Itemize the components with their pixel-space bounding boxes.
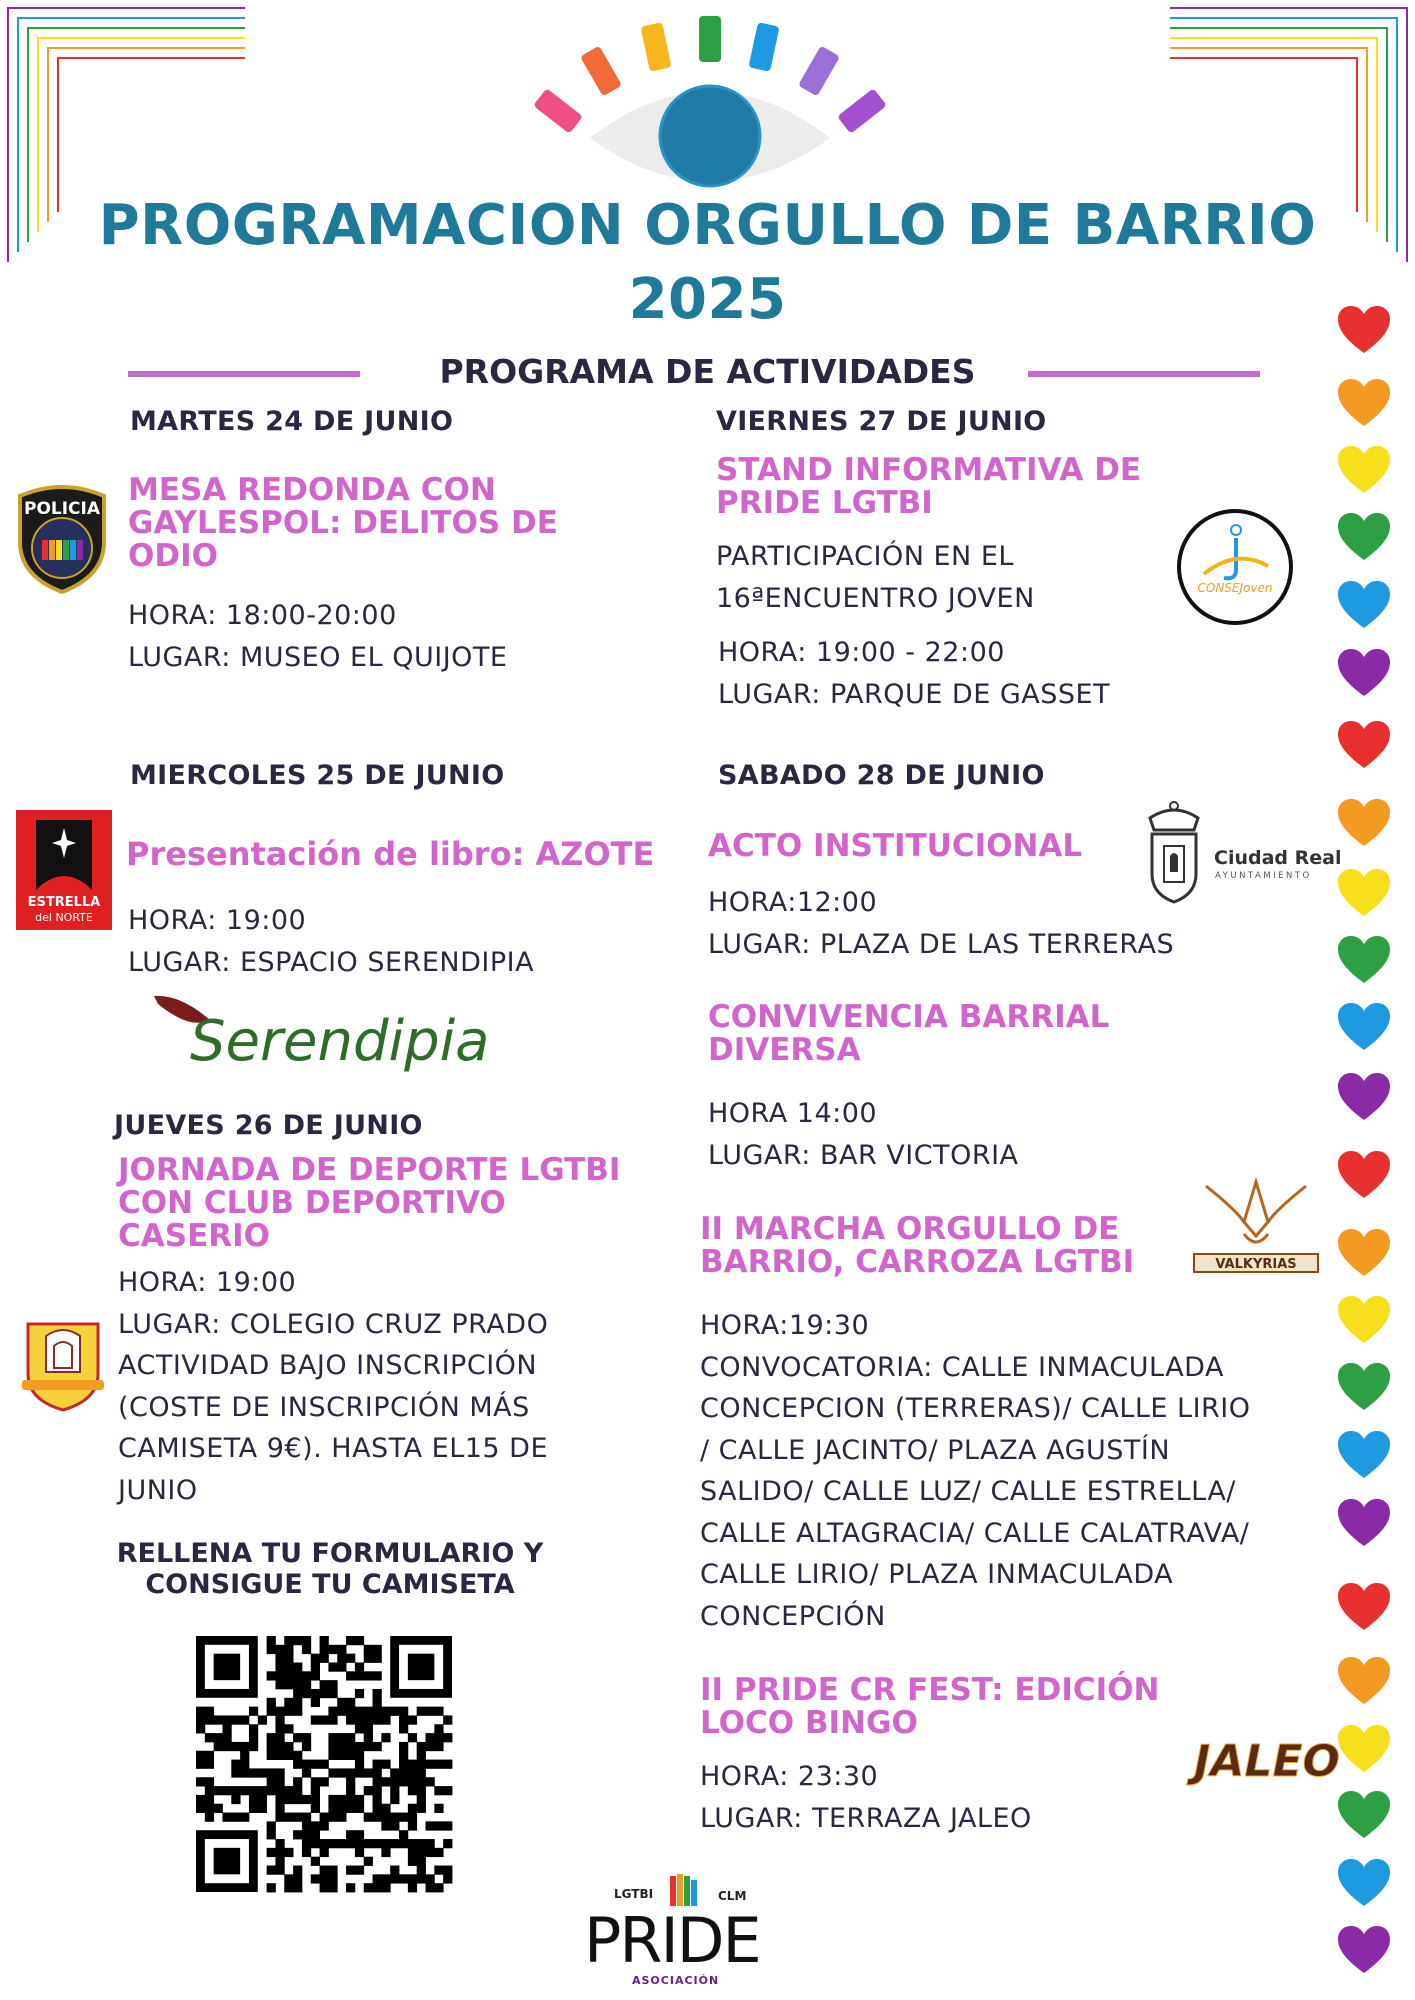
- info-line: PARTICIPACIÓN EN EL: [716, 541, 1014, 572]
- estrella-logo-line1: ESTRELLA: [27, 895, 101, 910]
- info-martes: [128, 595, 507, 678]
- pride-logo-top-left: LGTBI: [614, 1887, 654, 1901]
- consejoven-logo: [1176, 508, 1294, 630]
- info-miercoles: [128, 900, 534, 983]
- day-sabado: SABADO 28 DE JUNIO: [718, 760, 1045, 791]
- info-viernes: [716, 536, 1035, 619]
- heart-icon: [1336, 1582, 1392, 1632]
- heart-icon: [1336, 305, 1392, 355]
- info-lugar: LUGAR: PARQUE DE GASSET: [718, 678, 1111, 710]
- day-jueves: JUEVES 26 DE JUNIO: [114, 1110, 423, 1141]
- event-line: CASERIO: [118, 1218, 271, 1254]
- event-jornada-deporte: [118, 1154, 620, 1253]
- info-line: CALLE LIRIO/ PLAZA INMACULADA: [700, 1559, 1174, 1590]
- event-line: MESA REDONDA CON: [128, 472, 496, 508]
- day-miercoles: MIERCOLES 25 DE JUNIO: [130, 760, 505, 791]
- heart-icon: [1336, 1430, 1392, 1480]
- event-line: PRIDE LGTBI: [716, 485, 933, 521]
- eye-icon: [540, 10, 880, 195]
- heart-icon: [1336, 1295, 1392, 1345]
- qr-code[interactable]: [196, 1636, 452, 1892]
- event-line: GAYLESPOL: DELITOS DE: [128, 505, 558, 541]
- subtitle: PROGRAMA DE ACTIVIDADES: [439, 352, 976, 391]
- divider-right: [1028, 371, 1260, 377]
- heart-icon: [1336, 1362, 1392, 1412]
- info-lugar: LUGAR: PLAZA DE LAS TERRERAS: [708, 928, 1175, 960]
- event-line: II PRIDE CR FEST: EDICIÓN: [700, 1672, 1160, 1708]
- heart-icon: [1336, 580, 1392, 630]
- info-line: 16ªENCUENTRO JOVEN: [716, 582, 1035, 614]
- heart-icon: [1336, 720, 1392, 770]
- heart-icon: [1336, 1072, 1392, 1122]
- info-hora: HORA: 19:00 - 22:00: [718, 637, 1005, 668]
- club-caserio-logo: [18, 1316, 108, 1416]
- info-viernes-hora: [718, 632, 1110, 715]
- page-year: 2025: [628, 267, 787, 332]
- heart-icon: [1336, 445, 1392, 495]
- info-jueves: [118, 1262, 548, 1511]
- policia-logo-text: POLICIA: [23, 499, 101, 519]
- heart-icon: [1336, 512, 1392, 562]
- info-acto: [708, 882, 1174, 965]
- event-line: ODIO: [128, 538, 218, 574]
- serendipia-logo: [150, 990, 490, 1089]
- event-line: CON CLUB DEPORTIVO: [118, 1185, 506, 1221]
- ciudad-real-logo: [1142, 796, 1342, 910]
- event-presentacion-libro: Presentación de libro: AZOTE: [126, 835, 655, 873]
- heart-icon: [1336, 1150, 1392, 1200]
- info-hora: HORA:19:30: [700, 1310, 870, 1341]
- info-lugar: LUGAR: BAR VICTORIA: [708, 1139, 1019, 1171]
- event-line: STAND INFORMATIVA DE: [716, 452, 1142, 488]
- heart-icon: [1336, 1498, 1392, 1548]
- info-line: ACTIVIDAD BAJO INSCRIPCIÓN: [118, 1350, 538, 1381]
- info-line: CALLE ALTAGRACIA/ CALLE CALATRAVA/: [700, 1517, 1250, 1549]
- page-title: PROGRAMACION ORGULLO DE BARRIO: [98, 193, 1317, 258]
- event-convivencia-barrial: [708, 1001, 1109, 1067]
- info-line: CONCEPCION (TERRERAS)/ CALLE LIRIO: [700, 1393, 1251, 1424]
- info-lugar: LUGAR: MUSEO EL QUIJOTE: [128, 641, 508, 673]
- info-convivencia: [708, 1093, 1019, 1176]
- info-fest: [700, 1756, 1032, 1839]
- heart-icon: [1336, 935, 1392, 985]
- info-marcha: [700, 1305, 1251, 1637]
- event-mesa-redonda: [128, 474, 558, 573]
- info-hora: HORA: 23:30: [700, 1761, 879, 1792]
- info-lugar: LUGAR: TERRAZA JALEO: [700, 1802, 1032, 1834]
- info-line: / CALLE JACINTO/ PLAZA AGUSTÍN: [700, 1434, 1171, 1466]
- pride-logo-main: PRIDE: [584, 1904, 760, 1977]
- event-line: JORNADA DE DEPORTE LGTBI: [118, 1152, 621, 1188]
- cta-line: CONSIGUE TU CAMISETA: [145, 1569, 515, 1600]
- day-viernes: VIERNES 27 DE JUNIO: [716, 406, 1047, 437]
- heart-icon: [1336, 1002, 1392, 1052]
- serendipia-logo-text: Serendipia: [190, 1009, 490, 1074]
- info-hora: HORA: 19:00: [128, 905, 307, 936]
- event-acto-institucional: ACTO INSTITUCIONAL: [708, 828, 1083, 864]
- info-lugar: LUGAR: COLEGIO CRUZ PRADO: [118, 1308, 549, 1340]
- ciudad-real-logo-sub: AYUNTAMIENTO: [1215, 871, 1312, 881]
- info-hora: HORA:12:00: [708, 887, 878, 918]
- info-hora: HORA: 19:00: [118, 1267, 297, 1298]
- event-stand-informativa: [716, 454, 1141, 520]
- day-martes: MARTES 24 DE JUNIO: [130, 406, 454, 437]
- estrella-del-norte-logo: [16, 810, 112, 930]
- info-line: (COSTE DE INSCRIPCIÓN MÁS: [118, 1391, 530, 1423]
- pride-logo-top-right: CLM: [718, 1889, 747, 1903]
- form-cta: [80, 1538, 580, 1600]
- event-marcha-orgullo: [700, 1213, 1134, 1279]
- policia-logo: [12, 484, 112, 600]
- heart-icon: [1336, 1790, 1392, 1840]
- info-line: JUNIO: [118, 1474, 198, 1506]
- heart-icon: [1336, 1724, 1392, 1774]
- estrella-logo-line2: del NORTE: [35, 911, 93, 924]
- event-pride-fest: [700, 1674, 1159, 1740]
- heart-icon: [1336, 1656, 1392, 1706]
- event-line: DIVERSA: [708, 1032, 861, 1068]
- heart-icon: [1336, 1925, 1392, 1975]
- info-line: CONCEPCIÓN: [700, 1600, 886, 1632]
- valkyrias-logo-text: VALKYRIAS: [1215, 1257, 1297, 1272]
- heart-icon: [1336, 1858, 1392, 1908]
- heart-icon: [1336, 868, 1392, 918]
- info-line: CAMISETA 9€). HASTA EL15 DE: [118, 1433, 549, 1464]
- jaleo-logo-text: JALEO: [1194, 1736, 1340, 1787]
- heart-icon: [1336, 1228, 1392, 1278]
- valkyrias-logo: [1186, 1176, 1326, 1296]
- info-hora: HORA 14:00: [708, 1098, 878, 1129]
- pride-logo-bottom: ASOCIACIÓN: [632, 1974, 720, 1987]
- consejoven-logo-text: CONSEJoven: [1197, 581, 1273, 595]
- heart-icon: [1336, 798, 1392, 848]
- ciudad-real-logo-name: Ciudad Real: [1214, 847, 1342, 869]
- info-lugar: LUGAR: ESPACIO SERENDIPIA: [128, 946, 535, 978]
- cta-line: RELLENA TU FORMULARIO Y: [116, 1538, 544, 1569]
- event-line: CONVIVENCIA BARRIAL: [708, 999, 1110, 1035]
- pride-association-logo: [572, 1870, 792, 1994]
- info-line: CONVOCATORIA: CALLE INMACULADA: [700, 1351, 1224, 1383]
- heart-icon: [1336, 378, 1392, 428]
- event-line: LOCO BINGO: [700, 1705, 918, 1741]
- event-line: BARRIO, CARROZA LGTBI: [700, 1244, 1135, 1280]
- info-line: SALIDO/ CALLE LUZ/ CALLE ESTRELLA/: [700, 1476, 1236, 1507]
- heart-icon: [1336, 648, 1392, 698]
- event-line: II MARCHA ORGULLO DE: [700, 1211, 1120, 1247]
- jaleo-logo: [1190, 1728, 1340, 1796]
- info-hora: HORA: 18:00-20:00: [128, 600, 397, 631]
